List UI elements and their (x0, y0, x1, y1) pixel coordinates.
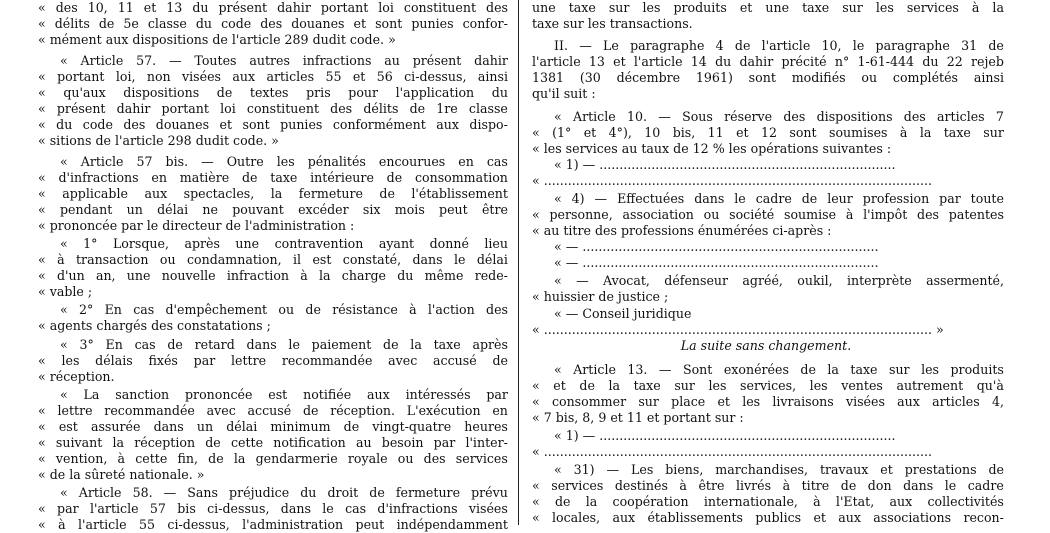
right-column-text-line: « ................................................................................................. » (532, 322, 944, 337)
left-column-text-line: « par l'article 57 bis ci-dessus, dans le cas d'infractions visées (38, 501, 508, 516)
left-column-text-line: « 3° En cas de retard dans le paiement de la taxe après (60, 337, 508, 352)
right-column-text-line: « et de la taxe sur les services, les ventes autrement qu'à (532, 378, 1004, 393)
right-column-text-line: « huissier de justice ; (532, 289, 669, 304)
right-column-text-line: « ................................................................................................. (532, 444, 933, 459)
left-column-text-line: « à l'article 55 ci-dessus, l'administration peut indépendamment (38, 517, 508, 532)
right-column-text-line: « — .......................................................................... (554, 255, 879, 270)
left-column-text-line: « de la sûreté nationale. » (38, 467, 205, 482)
column-divider (518, 0, 519, 525)
left-column-text-line: « mément aux dispositions de l'article 289 dudit code. » (38, 32, 396, 47)
right-column-text-line: « — Conseil juridique (554, 306, 692, 321)
left-column-text-line: « vable ; (38, 284, 93, 299)
right-column-text-line: « — .......................................................................... (554, 239, 879, 254)
left-column-text-line: « La sanction prononcée est notifiée aux intéressés par (60, 387, 508, 402)
left-column-text-line: « prononcée par le directeur de l'administration : (38, 218, 355, 233)
right-column-text-line: II. — Le paragraphe 4 de l'article 10, le paragraphe 31 de (554, 38, 1004, 53)
right-column-text-line: « Article 13. — Sont exonérées de la taxe sur les produits (554, 362, 1004, 377)
right-column-text-line: taxe sur les transactions. (532, 16, 693, 31)
right-column-text-line: « (1° et 4°), 10 bis, 11 et 12 sont soumises à la taxe sur (532, 125, 1004, 140)
right-column-text-line: une taxe sur les produits et une taxe sur les services à la (532, 0, 1004, 15)
right-column-text-line: 1381 (30 décembre 1961) sont modifiés ou complétés ainsi (532, 70, 1004, 85)
left-column-text-line: « les délais fixés par lettre recommandée avec accusé de (38, 353, 508, 368)
right-column-text-line: « 4) — Effectuées dans le cadre de leur profession par toute (554, 191, 1004, 206)
right-column-text-line: « 1) — .......................................................................... (554, 428, 896, 443)
left-column-text-line: « des 10, 11 et 13 du présent dahir portant loi constituent des (38, 0, 508, 15)
right-column-text-line: « Article 10. — Sous réserve des dispositions des articles 7 (554, 109, 1004, 124)
left-column-text-line: « Article 58. — Sans préjudice du droit de fermeture prévu (60, 485, 508, 500)
left-column-text-line: « sitions de l'article 298 dudit code. » (38, 133, 279, 148)
right-column-text-line: « les services au taux de 12 % les opérations suivantes : (532, 141, 892, 156)
left-column-text-line: « pendant un délai ne pouvant excéder six mois peut être (38, 202, 508, 217)
left-column-text-line: « délits de 5e classe du code des douanes et sont punies confor- (38, 16, 508, 31)
left-column-text-line: « d'infractions en matière de taxe intérieure de consommation (38, 170, 508, 185)
left-column-text-line: « Article 57. — Toutes autres infractions au présent dahir (60, 53, 508, 68)
right-column-text-line: « consommer sur place et les livraisons visées aux articles 4, (532, 394, 1004, 409)
left-column-text-line: « réception. (38, 369, 115, 384)
left-column-text-line: « 1° Lorsque, après une contravention ayant donné lieu (60, 236, 508, 251)
left-column-text-line: « présent dahir portant loi constituent des délits de 1re classe (38, 101, 508, 116)
left-column-text-line: « 2° En cas d'empêchement ou de résistance à l'action des (60, 302, 508, 317)
left-column-text-line: « Article 57 bis. — Outre les pénalités encourues en cas (60, 154, 508, 169)
left-column-text-line: « vention, à cette fin, de la gendarmerie royale ou des services (38, 451, 508, 466)
right-column-text-line: l'article 13 et l'article 14 du dahir précité n° 1-61-444 du 22 rejeb (532, 54, 1004, 69)
right-column-text-line: « personne, association ou société soumise à l'impôt des patentes (532, 207, 1004, 222)
right-column-text-line: « au titre des professions énumérées ci-après : (532, 223, 832, 238)
right-column-text-line: « 31) — Les biens, marchandises, travaux et prestations de (554, 462, 1004, 477)
right-column-text-line: « 1) — .......................................................................... (554, 157, 896, 172)
left-column-text-line: « qu'aux dispositions de textes pris pour l'application du (38, 85, 508, 100)
right-column-text-line: La suite sans changement. (680, 338, 852, 353)
right-column-text-line: « — Avocat, défenseur agréé, oukil, interprète assermenté, (554, 273, 1004, 288)
right-column-text-line: « de la coopération internationale, à l'Etat, aux collectivités (532, 494, 1004, 509)
right-column-text-line: « ................................................................................................. (532, 173, 933, 188)
left-column-text-line: « lettre recommandée avec accusé de réception. L'exécution en (38, 403, 508, 418)
left-column-text-line: « est assurée dans un délai minimum de vingt-quatre heures (38, 419, 508, 434)
left-column-text-line: « applicable aux spectacles, la fermeture de l'établissement (38, 186, 508, 201)
left-column-text-line: « d'un an, une nouvelle infraction à la charge du même rede- (38, 268, 508, 283)
left-column-text-line: « agents chargés des constatations ; (38, 318, 271, 333)
right-column-text-line: « 7 bis, 8, 9 et 11 et portant sur : (532, 410, 744, 425)
left-column-text-line: « à transaction ou condamnation, il est constaté, dans le délai (38, 252, 508, 267)
right-column-text-line: « locales, aux établissements publics et aux associations recon- (532, 510, 1004, 525)
left-column-text-line: « portant loi, non visées aux articles 55 et 56 ci-dessus, ainsi (38, 69, 508, 84)
left-column-text-line: « suivant la réception de cette notification au besoin par l'inter- (38, 435, 508, 450)
left-column-text-line: « du code des douanes et sont punies conformément aux dispo- (38, 117, 508, 132)
right-column-text-line: qu'il suit : (532, 86, 596, 101)
right-column-text-line: « services destinés à être livrés à titre de don dans le cadre (532, 478, 1004, 493)
